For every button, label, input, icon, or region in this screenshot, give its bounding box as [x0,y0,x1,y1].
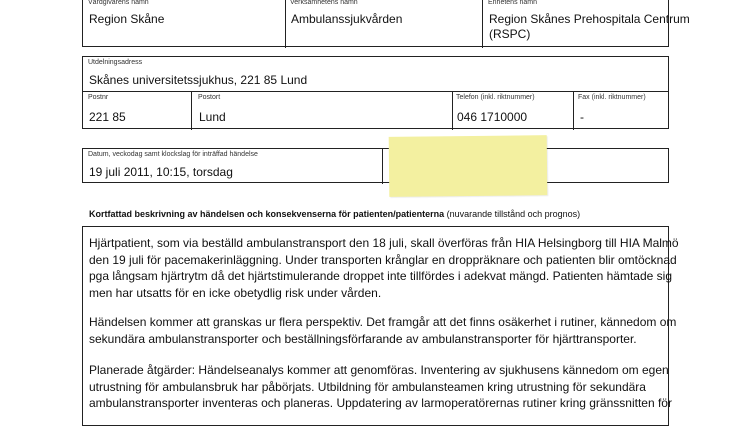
text-line: men har utsatts för en icke obetydlig risk under vården. [89,285,382,300]
sticky-note [389,135,548,197]
text-line: pga långsam hjärtrytm då det hjärtstimulerande droppet inte tillfördes i adekvat mängd. Patienten hämtade sig [89,269,672,283]
text-line: sekundära ambulanstransporter och beställningsförfarande av ambulanstransporter för hjärttransporter. [89,331,637,346]
divider [452,92,453,130]
enhet-label: Enhetens namn [488,0,538,6]
text-line: Planerade åtgärder: Händelseanalys kommer att genomföras. Inventering av sjukhusens kännedom om egen [89,363,669,377]
text-line: ambulanstransporter inventeras och planeras. Uppdatering av larmoperatörernas rutiner kring gränssnitten för [89,396,672,410]
text-line: utrustning för ambulansbruk har påbörjats. Utbildning för ambulansteamen kring utrustning för sekundära [89,379,646,394]
address-row [82,56,669,92]
enhet-value-line2: (RSPC) [489,27,531,41]
postort-value: Lund [199,110,226,124]
description-paragraph-1 [89,235,689,301]
telefon-value: 046 1710000 [457,110,528,124]
postort-label: Postort [198,94,221,101]
divider [382,149,383,184]
vardgivare-label: Vårdgivarens namn [88,0,149,6]
enhet-value-line1: Region Skånes Prehospitala Centrum [489,12,690,26]
description-paragraph-3 [89,362,689,412]
address-value: Skånes universitetssjukhus, 221 85 Lund [89,73,308,87]
address-label: Utdelningsadress [88,59,143,66]
text-line: Händelsen kommer att granskas ur flera perspektiv. Det framgår att det finns osäkerhet i rutiner, kännedom om [89,315,677,329]
text-line: Hjärtpatient, som via beställd ambulanstransport den 18 juli, skall överföras från HIA Helsingborg till HIA Malmö [89,236,679,250]
divider [573,92,574,130]
fax-value: - [580,110,584,124]
text-line: den 19 juli för pacemakerinläggning. Under transporten krånglar en droppräknare och patienten blir omtöcknad [89,252,677,267]
date-value: 19 juli 2011, 10:15, torsdag [89,165,233,179]
vardgivare-value: Region Skåne [89,12,165,26]
verksamhet-value: Ambulanssjukvården [291,12,403,26]
description-heading-sub: (nuvarande tillstånd och prognos) [444,209,581,219]
description-heading [89,209,580,219]
divider [482,0,483,48]
contact-row [82,91,669,129]
telefon-label: Telefon (inkl. riktnummer) [456,94,535,101]
date-label: Datum, veckodag samt klockslag för inträffad händelse [88,151,258,158]
date-box [82,148,669,183]
provider-row [82,0,690,47]
divider [191,92,192,130]
fax-label: Fax (inkl. riktnummer) [578,94,646,101]
description-paragraph-2 [89,314,689,347]
verksamhet-label: Verksamhetens namn [290,0,358,6]
divider [285,0,286,48]
postnr-label: Postnr [88,94,109,101]
description-heading-bold: Kortfattad beskrivning av händelsen och konsekvenserna för patienten/patienterna [89,209,445,219]
postnr-value: 221 85 [89,110,126,124]
